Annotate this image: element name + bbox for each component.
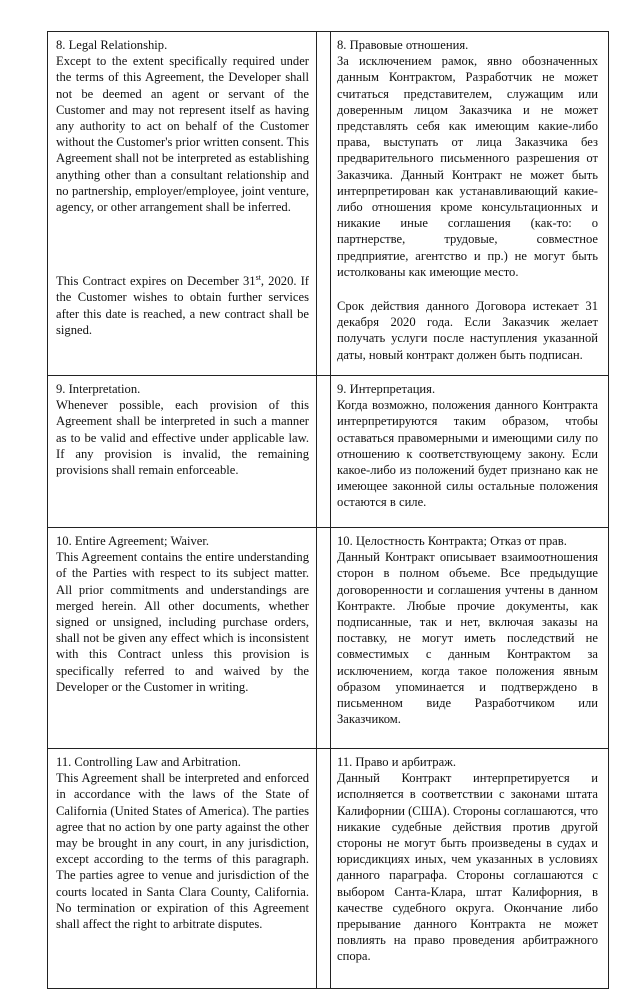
- section-body-en: This Agreement contains the entire understanding of the Parties with respect to its subject matter. All prior commitments and understandings are merged herein. All other documents, whether signed or unsigned, including purchase orders, shall not be given any effect which is inconsistent with this Contract unless this provision is specifically referred to and waived by the Developer or the Customer in writing.: [56, 550, 309, 694]
- section-body-ru: Данный Контракт интерпретируется и исполняется в соответствии с законами штата Калифорнии (США). Стороны соглашаются, что никакие судебные действия против другой стороны не могут быть произведены в судах и юрисдикциях иных, чем указанных в условиях данного параграфа. Стороны соглашаются с выбором Санта-Клара, штат Калифорния, в качестве судебного округа. Окончание либо прерывание данного Контракта не может повлиять на право проведения арбитражного спора.: [337, 771, 598, 964]
- section-body-ru: Когда возможно, положения данного Контракта интерпретируются таким образом, чтобы оставаться правомерными и имеющими силу по отношению к соответствующему закону. Если какое-либо из положений будет признано как не имеющее законной силы остальные положения остаются в силе.: [337, 398, 598, 510]
- english-cell: [48, 32, 317, 376]
- column-divider: [317, 32, 331, 376]
- section-heading-ru: 8. Правовые отношения.: [337, 38, 469, 52]
- russian-cell: [331, 749, 609, 989]
- section-row: [48, 32, 609, 376]
- section-heading-ru: 9. Интерпретация.: [337, 382, 436, 396]
- bilingual-contract-table: [47, 31, 609, 989]
- column-divider: [317, 376, 331, 528]
- section-body-en: Except to the extent specifically required under the terms of this Agreement, the Developer shall not be deemed an agent or servant of the Customer and may not represent itself as having any authority to act on behalf of the Customer without the Customer's prior written consent. This Agreement shall not be interpreted as establishing anything other than a consultant relationship and no partnership, employer/employee, joint venture, agency, or other arrangement shall be inferred.: [56, 54, 309, 215]
- contract-expiry-ru: Срок действия данного Договора истекает 31 декабря 2020 года. Если Заказчик желает получать услуги после наступления указанной даты, новый контракт должен быть подписан.: [337, 299, 598, 362]
- russian-cell: [331, 32, 609, 376]
- section-heading-ru: 11. Право и арбитраж.: [337, 755, 457, 769]
- english-cell: [48, 528, 317, 749]
- section-heading-en: 9. Interpretation.: [56, 382, 141, 396]
- expiry-text-en-cont: , 2020. If the Customer wishes to obtain further services after this date is reached, a new contract shall be signed.: [56, 274, 310, 337]
- ordinal-suffix: st: [255, 273, 261, 283]
- section-heading-ru: 10. Целостность Контракта; Отказ от прав.: [337, 534, 567, 548]
- english-cell: [48, 376, 317, 528]
- section-heading-en: 8. Legal Relationship.: [56, 38, 168, 52]
- section-body-ru: За исключением рамок, явно обозначенных данным Контрактом, Разработчик не может считаться представителем, служащим или доверенным лицом Заказчика и не может представлять себя как имеющим какие-либо права, выступать от лица Заказчика без предварительного письменного разрешения от Заказчика. Данный Контракт не может быть интерпретирован как устанавливающий какие-либо отношения кроме консультационных и никакие иные соглашения (как-то: о партнерстве, трудовые, совместное предприятие, агентство и пр.) не могут быть истолкованы как имеющие место.: [337, 54, 598, 279]
- english-cell: [48, 749, 317, 989]
- column-divider: [317, 749, 331, 989]
- contract-expiry-en: [56, 215, 309, 338]
- section-heading-en: 10. Entire Agreement; Waiver.: [56, 534, 209, 548]
- section-body-en: Whenever possible, each provision of this Agreement shall be interpreted in such a manner as to be valid and effective under applicable law. If any provision is invalid, the remaining provisions shall remain enforceable.: [56, 398, 309, 478]
- section-row: [48, 528, 609, 749]
- section-body-en: This Agreement shall be interpreted and enforced in accordance with the laws of the State of California (United States of America). The parties agree that no action by one party against the other may be brought in any court, in any jurisdiction, except according to the terms of this paragraph. The parties agree to venue and jurisdiction of the courts located in Santa Clara County, California. No termination or expiration of this Agreement shall affect the right to arbitrate disputes.: [56, 771, 309, 932]
- section-body-ru: Данный Контракт описывает взаимоотношения сторон в полном объеме. Все предыдущие договоренности и соглашения учтены в данном Контракте. Любые прочие документы, как подписанные, так и нет, включая заказы на поставку, не могут иметь последствий не совместимых с данным Контрактом за исключением, когда такое положения явным образом упоминается и подтверждено в письменном виде Разработчиком или Заказчиком.: [337, 550, 598, 727]
- section-row: [48, 749, 609, 989]
- expiry-text-en: This Contract expires on December 31: [56, 274, 256, 289]
- section-heading-en: 11. Controlling Law and Arbitration.: [56, 755, 241, 769]
- russian-cell: [331, 376, 609, 528]
- section-row: [48, 376, 609, 528]
- column-divider: [317, 528, 331, 749]
- russian-cell: [331, 528, 609, 749]
